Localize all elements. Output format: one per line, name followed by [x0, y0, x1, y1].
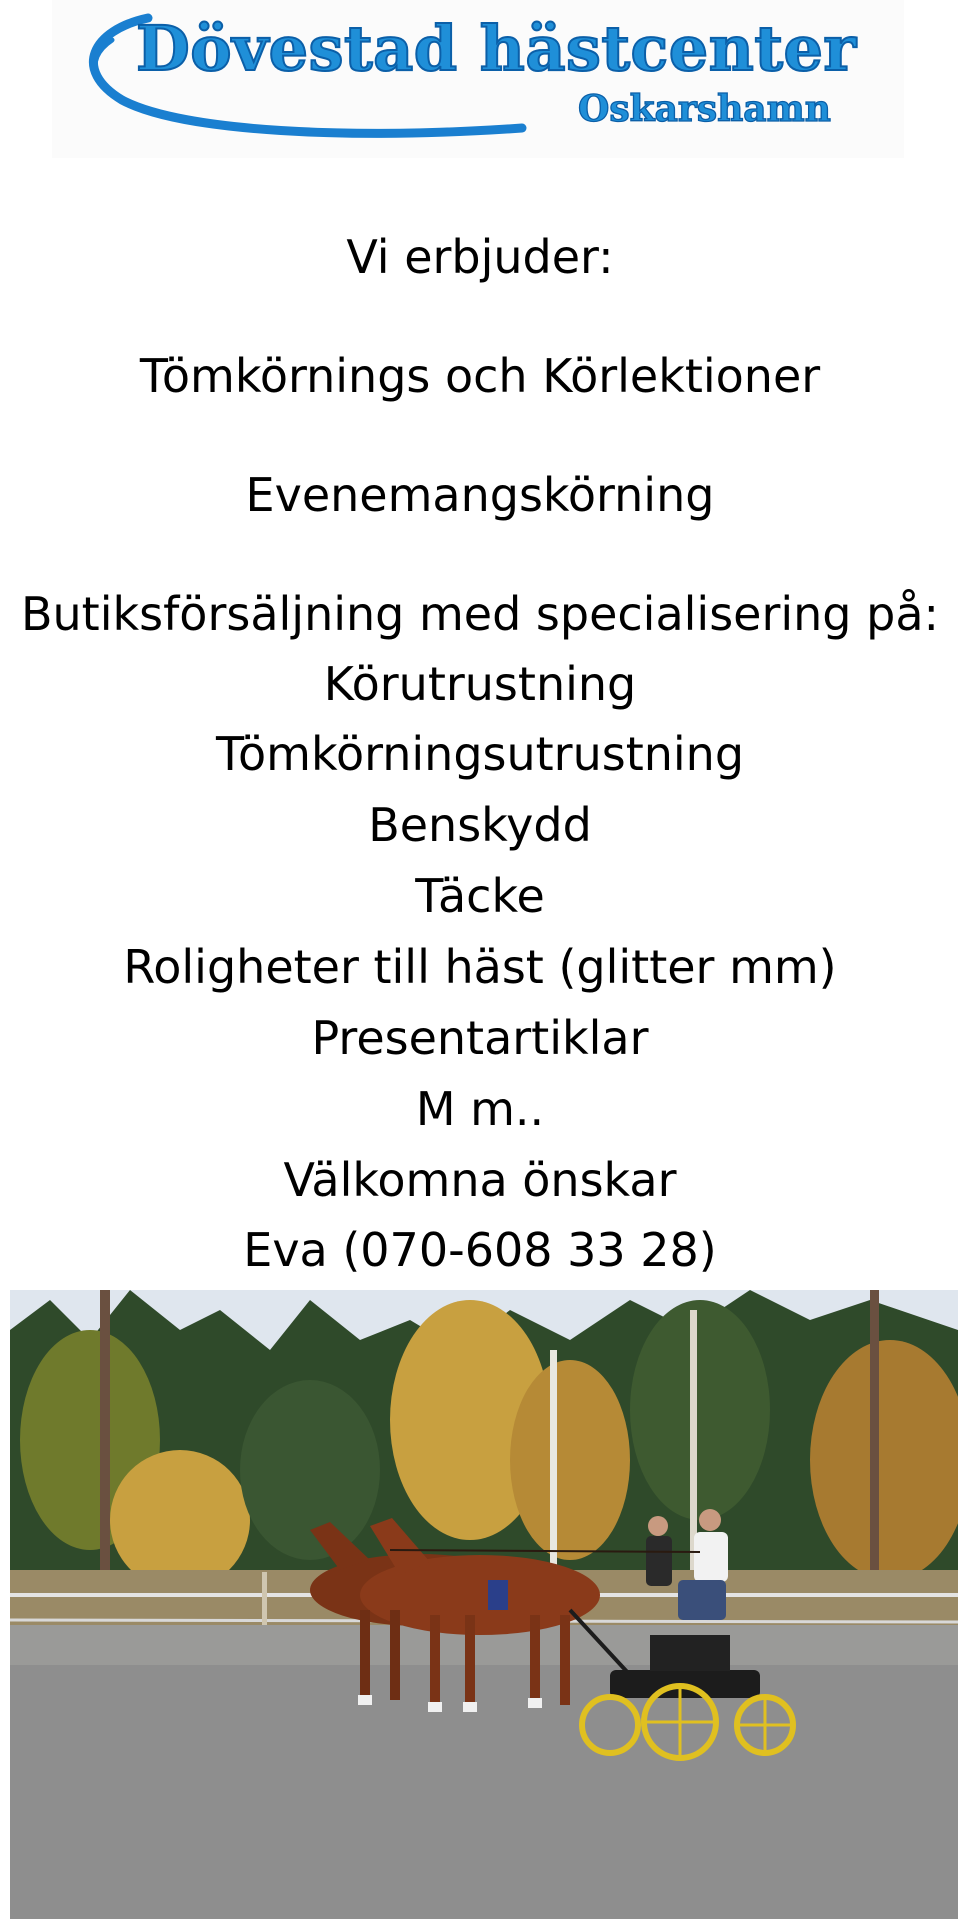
shop-item-etc: M m.. — [415, 1082, 545, 1136]
logo-subtitle: Oskarshamn — [578, 88, 831, 130]
shop-item-fun-items: Roligheter till häst (glitter mm) — [123, 940, 837, 994]
photo-illustration-icon — [10, 1290, 958, 1919]
shop-item-blankets: Täcke — [415, 869, 545, 923]
welcome-line: Välkomna önskar — [283, 1153, 677, 1207]
horse-carriage-photo — [10, 1290, 958, 1919]
logo-banner — [52, 0, 904, 158]
offer-events: Evenemangskörning — [245, 468, 715, 522]
shop-item-gifts: Presentartiklar — [311, 1011, 649, 1065]
intro-heading: Vi erbjuder: — [346, 230, 614, 284]
contact-line: Eva (070-608 33 28) — [243, 1223, 717, 1277]
logo-title: Dövestad hästcenter — [136, 12, 857, 85]
shop-item-leg-protection: Benskydd — [368, 798, 592, 852]
shop-item-driving-equipment: Körutrustning — [323, 657, 637, 711]
shop-heading: Butiksförsäljning med specialisering på: — [20, 587, 940, 641]
offer-lessons: Tömkörnings och Körlektioner — [139, 349, 821, 403]
shop-item-longlining-equipment: Tömkörningsutrustning — [215, 727, 745, 781]
